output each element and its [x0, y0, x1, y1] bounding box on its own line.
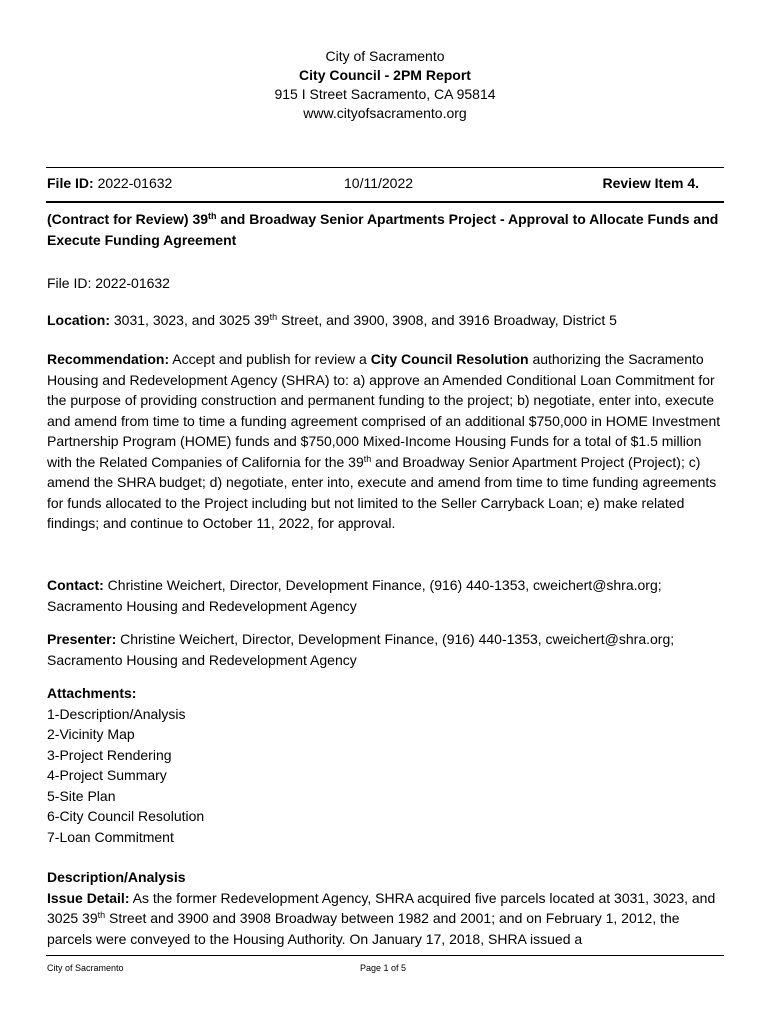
recommendation-part2: authorizing the Sacramento Housing and Redevelopment Agency (SHRA) to: a) approve an Amended Conditional Loan Commitment for the purpose of providing construction and permanent funding to the project; b) negotiate, enter into, execute and amend from time to time a funding agreement comprised of an additional $750,000 in HOME Investment Partnership Program (HOME) funds and $750,000 Mixed-Income Housing Funds for a total of $1.5 million with the Related Companies of California for the 39	[47, 351, 721, 470]
city-website: www.cityofsacramento.org	[303, 105, 467, 121]
file-id-value: 2022-01632	[97, 175, 173, 191]
issue-detail-sup: th	[97, 910, 106, 920]
description-section	[47, 867, 727, 949]
city-address: 915 I Street Sacramento, CA 95814	[274, 86, 496, 102]
page-number: Page 1 of 5	[360, 963, 407, 973]
attachment-item: 4-Project Summary	[47, 767, 167, 783]
presenter-text: Christine Weichert, Director, Development Finance, (916) 440-1353, cweichert@shra.org; Sacramento Housing and Redevelopment Agency	[47, 631, 675, 668]
item-title-sup: th	[208, 211, 217, 221]
presenter-label: Presenter:	[47, 631, 117, 647]
recommendation-label: Recommendation:	[47, 351, 170, 367]
description-heading: Description/Analysis	[47, 869, 186, 885]
location-part1: 3031, 3023, and 3025 39	[110, 312, 270, 328]
review-item: Review Item 4.	[602, 175, 699, 191]
recommendation-part1: Accept and publish for review a	[169, 351, 371, 367]
contact-text: Christine Weichert, Director, Development Finance, (916) 440-1353, cweichert@shra.org; Sacramento Housing and Redevelopment Agency	[47, 577, 662, 614]
top-divider	[46, 167, 724, 168]
file-id	[47, 175, 172, 191]
issue-detail	[47, 888, 727, 950]
location-part2: Street, and 3900, 3908, and 3916 Broadway, District 5	[277, 312, 617, 328]
report-header	[0, 47, 770, 123]
attachments-label: Attachments:	[47, 685, 137, 701]
attachment-item: 7-Loan Commitment	[47, 828, 174, 845]
attachment-item: 6-City Council Resolution	[47, 808, 205, 824]
contact-label: Contact:	[47, 577, 104, 593]
city-name: City of Sacramento	[325, 48, 445, 64]
recommendation-sup: th	[363, 453, 372, 464]
location-label: Location:	[47, 312, 110, 328]
presenter	[47, 629, 727, 670]
attachment-item: 5-Site Plan	[47, 787, 116, 804]
footer-city: City of Sacramento	[47, 963, 124, 973]
report-title: City Council - 2PM Report	[299, 67, 471, 83]
location	[47, 310, 727, 331]
file-id-line: File ID: 2022-01632	[47, 275, 170, 291]
attachment-item: 2-Vicinity Map	[47, 726, 135, 742]
item-title-part2: and Broadway Senior Apartments Project - Approval to Allocate Funds and Execute Funding Agreement	[47, 211, 719, 248]
file-id-label: File ID:	[47, 175, 94, 191]
recommendation-part3: and Broadway Senior Apartment Project (Project); c) amend the SHRA budget; d) negotiate, enter into, execute and amend from time to time funding agreements for funds allocated to the Project including but not limited to the Seller Carryback Loan; e) make related findings; and continue to October 11, 2022, for approval.	[47, 453, 717, 531]
file-line-divider	[46, 201, 724, 203]
footer-divider	[46, 955, 724, 956]
meeting-date: 10/11/2022	[344, 175, 414, 191]
attachment-item: 3-Project Rendering	[47, 746, 172, 763]
contact	[47, 575, 727, 616]
attachment-item: 1-Description/Analysis	[47, 705, 186, 722]
item-title-part1: (Contract for Review) 39	[47, 211, 209, 227]
location-sup: th	[269, 312, 278, 322]
item-title	[47, 209, 727, 250]
issue-detail-part2: Street and 3900 and 3908 Broadway between 1982 and 2001; and on February 1, 2012, the parcels were conveyed to the Housing Authority. On January 17, 2018, SHRA issued a	[47, 910, 680, 947]
attachments	[47, 683, 727, 847]
recommendation	[47, 349, 727, 534]
issue-detail-part1: As the former Redevelopment Agency, SHRA acquired five parcels located at 3031, 3023, and 3025 39	[47, 889, 716, 926]
file-info-line	[47, 175, 699, 195]
recommendation-bold-phrase: City Council Resolution	[370, 351, 529, 367]
issue-detail-label: Issue Detail:	[47, 889, 130, 906]
